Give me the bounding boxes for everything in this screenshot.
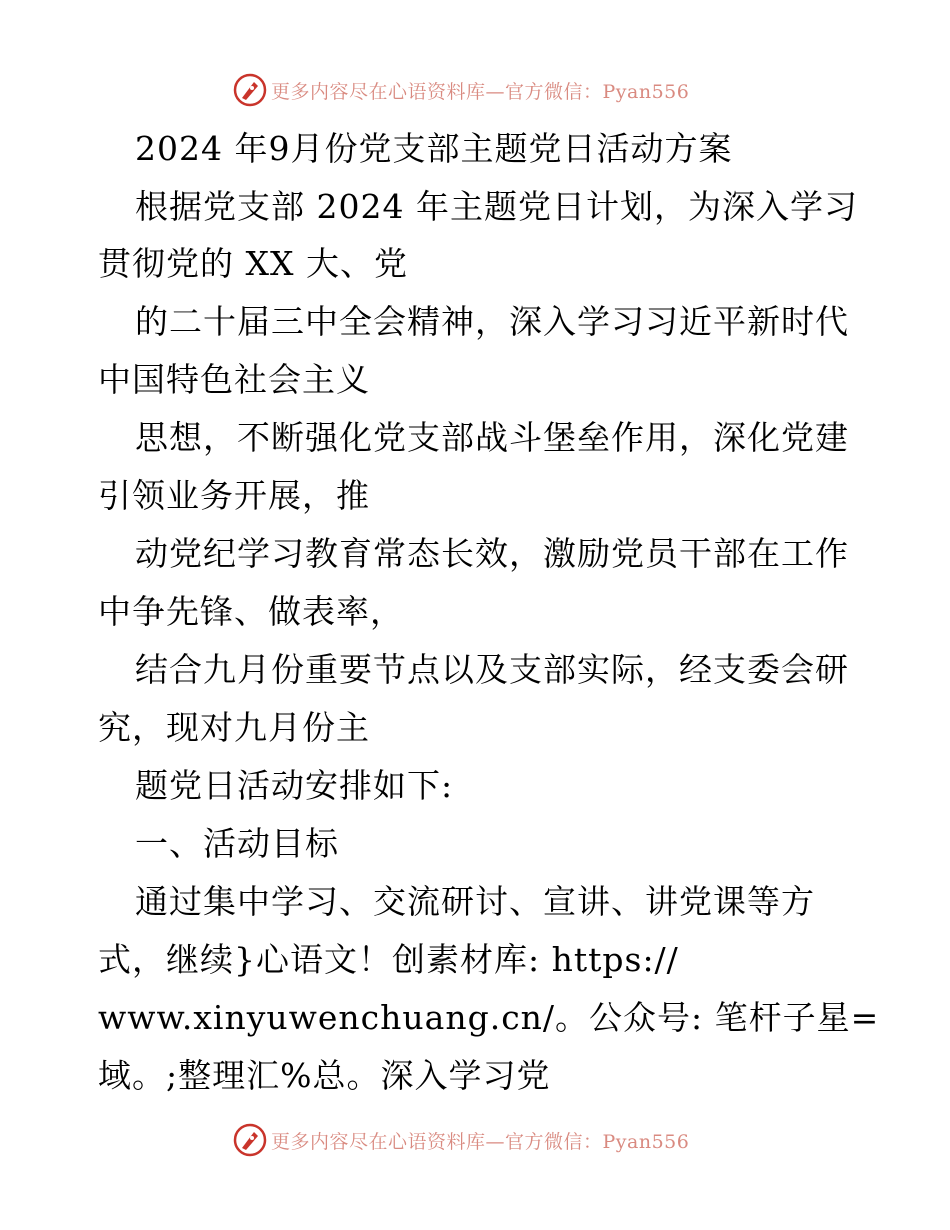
paragraph-line: 式，继续}心语文！创素材库: https:// <box>98 940 679 979</box>
paragraph-line: 结合九月份重要节点以及支部实际，经支委会研 <box>135 650 849 689</box>
paragraph-line: 引领业务开展，推 <box>98 476 370 515</box>
paragraph-line: 题党日活动安排如下: <box>135 766 454 805</box>
paragraph-line: 域。;整理汇%总。深入学习党 <box>98 1056 551 1095</box>
document-title: 2024 年9月份党支部主题党日活动方案 <box>135 129 733 168</box>
pen-nib-logo-icon <box>233 1123 267 1157</box>
watermark-text: 更多内容尽在心语资料库—官方微信：Pyan556 <box>271 1130 690 1153</box>
paragraph-line: 中国特色社会主义 <box>98 360 370 399</box>
pen-nib-logo-icon <box>233 73 267 107</box>
paragraph-line: 通过集中学习、交流研讨、宣讲、讲党课等方 <box>135 882 815 921</box>
footer-watermark <box>233 1122 689 1158</box>
paragraph-line: 中争先锋、做表率， <box>98 592 404 631</box>
watermark-text: 更多内容尽在心语资料库—官方微信：Pyan556 <box>271 80 690 103</box>
paragraph-line: 思想，不断强化党支部战斗堡垒作用，深化党建 <box>135 418 849 457</box>
paragraph-line: www.xinyuwenchuang.cn/。公众号: 笔杆子星= <box>98 998 880 1037</box>
paragraph-line: 的二十届三中全会精神，深入学习习近平新时代 <box>135 302 849 341</box>
header-watermark <box>233 72 689 108</box>
paragraph-line: 贯彻党的 XX 大、党 <box>98 244 408 283</box>
section-heading: 一、活动目标 <box>135 824 339 863</box>
paragraph-line: 根据党支部 2024 年主题党日计划，为深入学习 <box>135 187 858 226</box>
paragraph-line: 究，现对九月份主 <box>98 708 370 747</box>
paragraph-line: 动党纪学习教育常态长效，激励党员干部在工作 <box>135 534 849 573</box>
